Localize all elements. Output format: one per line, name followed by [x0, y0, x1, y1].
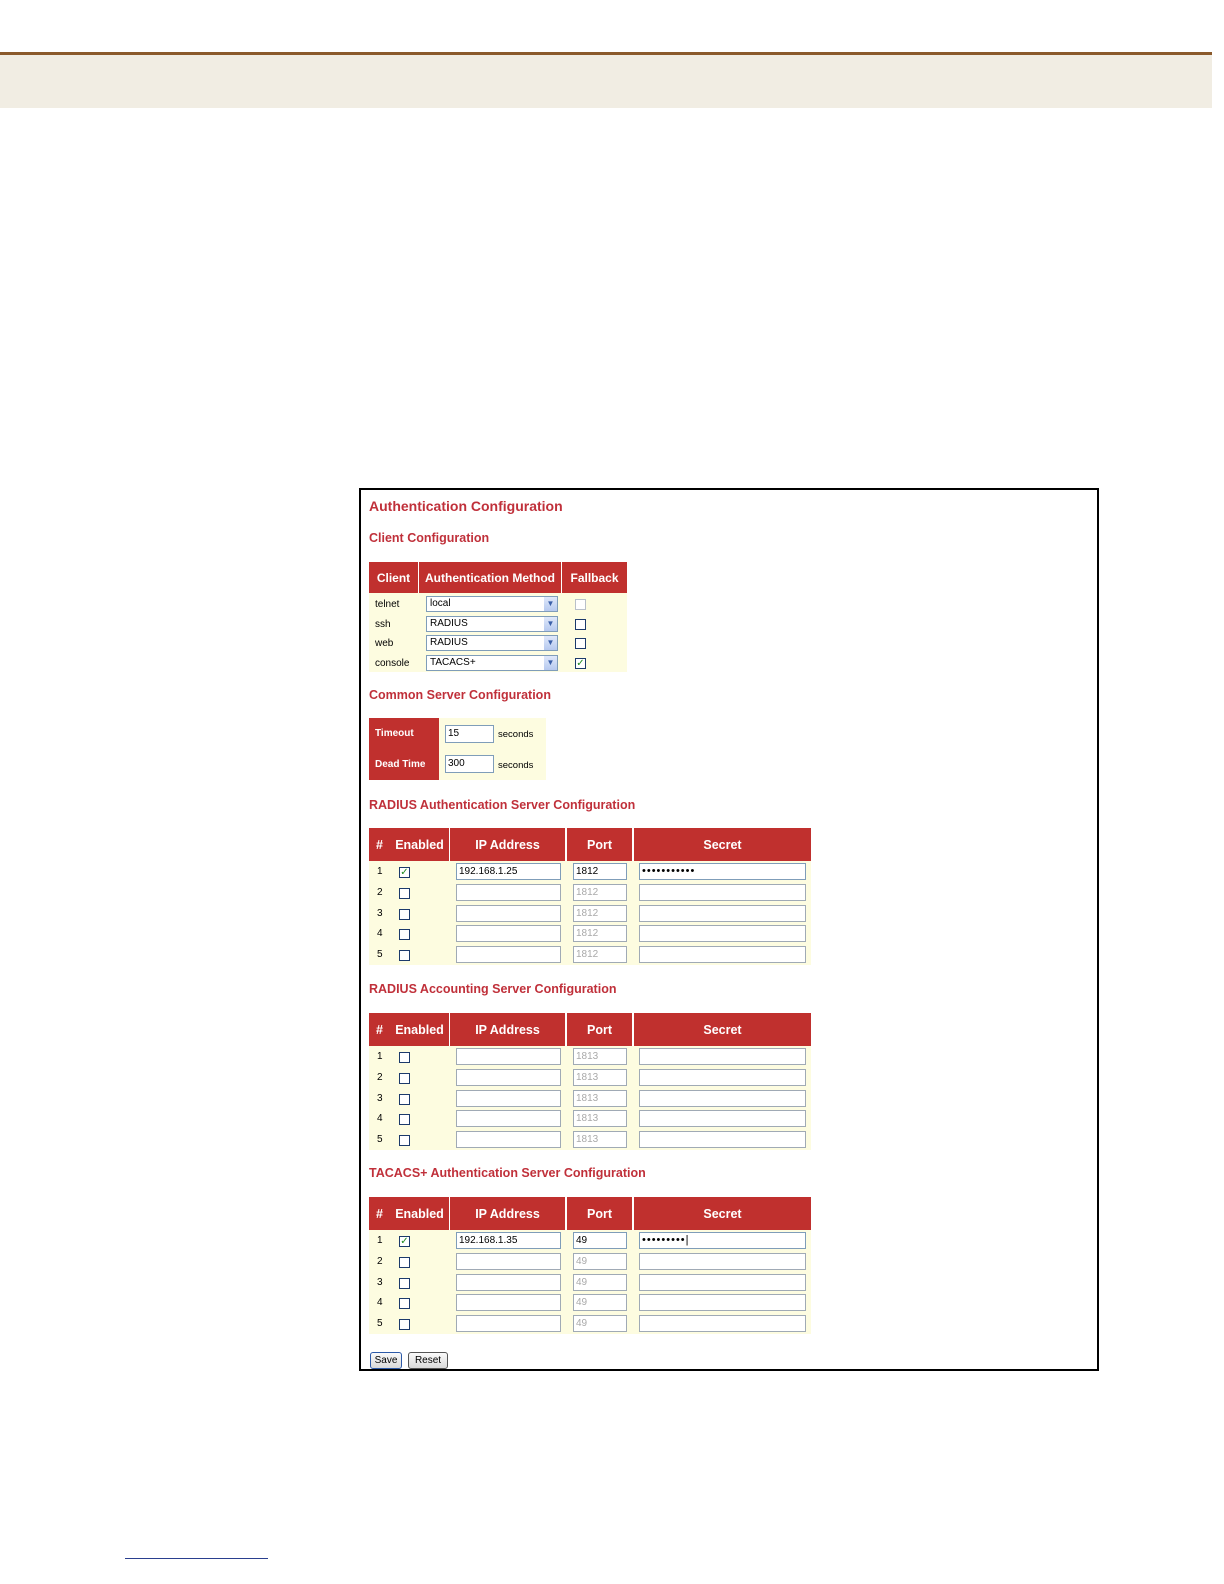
port-input[interactable]: 1812 — [573, 905, 627, 922]
common-server-title: Common Server Configuration — [369, 688, 551, 702]
row-number: 4 — [377, 1297, 383, 1309]
table-row — [369, 1231, 811, 1252]
col-header-enabled: Enabled — [390, 1013, 449, 1046]
ip-address-input[interactable] — [456, 1253, 561, 1270]
enabled-checkbox[interactable] — [399, 1073, 410, 1084]
table-row — [369, 1273, 811, 1294]
chevron-down-icon: ▼ — [544, 617, 557, 631]
enabled-checkbox[interactable] — [399, 1278, 410, 1289]
ip-address-input[interactable] — [456, 905, 561, 922]
auth-method-value: TACACS+ — [430, 656, 476, 668]
secret-input[interactable] — [639, 925, 806, 942]
page-header-band — [0, 55, 1212, 108]
table-row — [369, 1109, 811, 1130]
table-row — [369, 924, 811, 945]
timeout-input[interactable]: 15 — [445, 725, 494, 743]
secret-input[interactable] — [639, 946, 806, 963]
secret-input[interactable]: •••••••••| — [639, 1232, 806, 1249]
col-header-client: Client — [369, 562, 419, 593]
table-row — [369, 883, 811, 904]
auth-method-select[interactable] — [426, 655, 558, 671]
ip-address-input[interactable] — [456, 1090, 561, 1107]
ip-address-input[interactable] — [456, 884, 561, 901]
enabled-checkbox[interactable] — [399, 1052, 410, 1063]
enabled-checkbox[interactable] — [399, 1257, 410, 1268]
client-row — [369, 595, 627, 614]
ip-address-input[interactable] — [456, 1048, 561, 1065]
col-header-auth-method: Authentication Method — [419, 562, 562, 593]
client-config-title: Client Configuration — [369, 531, 490, 545]
table-row — [369, 1089, 811, 1110]
client-row — [369, 615, 627, 634]
row-number: 3 — [377, 1276, 383, 1288]
page-title: Authentication Configuration — [369, 498, 563, 514]
enabled-checkbox[interactable] — [399, 888, 410, 899]
auth-method-select[interactable] — [426, 635, 558, 651]
client-row — [369, 654, 627, 673]
ip-address-input[interactable] — [456, 925, 561, 942]
col-header-fallback: Fallback — [562, 562, 627, 593]
ip-address-input[interactable] — [456, 1294, 561, 1311]
port-input[interactable]: 1812 — [573, 946, 627, 963]
row-number: 4 — [377, 1113, 383, 1125]
port-input[interactable]: 1813 — [573, 1090, 627, 1107]
col-header-ip: IP Address — [450, 828, 565, 861]
client-name: telnet — [375, 599, 400, 610]
enabled-checkbox[interactable] — [399, 1319, 410, 1330]
secret-input[interactable] — [639, 1315, 806, 1332]
table-row — [369, 1068, 811, 1089]
port-input[interactable]: 49 — [573, 1274, 627, 1291]
dead-time-input[interactable]: 300 — [445, 755, 494, 773]
table-row — [369, 1047, 811, 1068]
enabled-checkbox[interactable] — [399, 929, 410, 940]
enabled-checkbox[interactable] — [399, 1114, 410, 1125]
port-input[interactable]: 1813 — [573, 1110, 627, 1127]
table-row — [369, 1252, 811, 1273]
secret-input[interactable] — [639, 1069, 806, 1086]
enabled-checkbox[interactable] — [399, 1298, 410, 1309]
row-number: 4 — [377, 928, 383, 940]
secret-input[interactable]: ••••••••••• — [639, 863, 806, 880]
ip-address-input[interactable] — [456, 1069, 561, 1086]
reset-button[interactable]: Reset — [408, 1352, 448, 1369]
chevron-down-icon: ▼ — [544, 656, 557, 670]
port-input[interactable]: 49 — [573, 1232, 627, 1249]
table-row — [369, 1293, 811, 1314]
table-row — [369, 1314, 811, 1335]
radius-acct-table — [369, 1013, 811, 1150]
footer-link-rule — [125, 1558, 268, 1559]
row-number: 3 — [377, 907, 383, 919]
client-config-table — [369, 562, 627, 672]
fallback-checkbox[interactable] — [575, 638, 586, 649]
server-table-body — [369, 861, 811, 965]
chevron-down-icon: ▼ — [544, 597, 557, 611]
chevron-down-icon: ▼ — [544, 636, 557, 650]
secret-input[interactable] — [639, 1253, 806, 1270]
col-header-ip: IP Address — [450, 1013, 565, 1046]
tacacs-auth-table — [369, 1197, 811, 1334]
secret-input[interactable] — [639, 1110, 806, 1127]
ip-address-input[interactable]: 192.168.1.35 — [456, 1232, 561, 1249]
row-number: 3 — [377, 1092, 383, 1104]
save-button[interactable]: Save — [370, 1352, 402, 1369]
table-row — [369, 945, 811, 966]
auth-config-panel — [359, 488, 1099, 1371]
fallback-checkbox[interactable]: ✓ — [576, 657, 585, 669]
ip-address-input[interactable] — [456, 946, 561, 963]
server-table-body — [369, 1230, 811, 1334]
radius-acct-title: RADIUS Accounting Server Configuration — [369, 982, 617, 996]
table-row — [369, 904, 811, 925]
server-table-header — [369, 1013, 811, 1046]
auth-method-select[interactable] — [426, 616, 558, 632]
row-number: 5 — [377, 1134, 383, 1146]
col-header-secret: Secret — [634, 828, 811, 861]
col-header-port: Port — [567, 1013, 632, 1046]
secret-input[interactable] — [639, 1090, 806, 1107]
secret-input[interactable] — [639, 1131, 806, 1148]
secret-input[interactable] — [639, 1048, 806, 1065]
radius-auth-table — [369, 828, 811, 965]
ip-address-input[interactable] — [456, 1315, 561, 1332]
ip-address-input[interactable]: 192.168.1.25 — [456, 863, 561, 880]
enabled-checkbox[interactable]: ✓ — [400, 1236, 409, 1247]
col-header-ip: IP Address — [450, 1197, 565, 1230]
port-input[interactable]: 1812 — [573, 925, 627, 942]
col-header-num: # — [369, 1013, 390, 1046]
port-input[interactable]: 1813 — [573, 1131, 627, 1148]
col-header-num: # — [369, 1197, 390, 1230]
port-input[interactable]: 1812 — [573, 884, 627, 901]
table-row — [369, 1130, 811, 1151]
row-number: 2 — [377, 1071, 383, 1083]
radius-auth-title: RADIUS Authentication Server Configuration — [369, 798, 636, 812]
auth-method-value: RADIUS — [430, 617, 468, 629]
port-input[interactable]: 49 — [573, 1294, 627, 1311]
ip-address-input[interactable] — [456, 1131, 561, 1148]
enabled-checkbox[interactable] — [399, 1135, 410, 1146]
col-header-enabled: Enabled — [390, 828, 449, 861]
port-input[interactable]: 49 — [573, 1315, 627, 1332]
row-number: 1 — [377, 866, 383, 877]
col-header-port: Port — [567, 1197, 632, 1230]
fallback-checkbox[interactable] — [575, 619, 586, 630]
table-row — [369, 862, 811, 883]
col-header-port: Port — [567, 828, 632, 861]
port-input[interactable]: 1812 — [573, 863, 627, 880]
dead-time-label: Dead Time — [375, 759, 426, 770]
enabled-checkbox[interactable] — [399, 950, 410, 961]
secret-input[interactable] — [639, 884, 806, 901]
server-table-header — [369, 1197, 811, 1230]
enabled-checkbox[interactable] — [399, 1094, 410, 1105]
col-header-num: # — [369, 828, 390, 861]
row-number: 5 — [377, 1318, 383, 1330]
client-name: web — [375, 638, 394, 649]
row-number: 1 — [377, 1235, 383, 1246]
enabled-checkbox[interactable] — [399, 909, 410, 920]
client-row — [369, 634, 627, 653]
dead-time-unit: seconds — [498, 760, 534, 771]
port-input[interactable]: 1813 — [573, 1069, 627, 1086]
col-header-enabled: Enabled — [390, 1197, 449, 1230]
col-header-secret: Secret — [634, 1013, 811, 1046]
auth-method-value: RADIUS — [430, 637, 468, 648]
client-name: ssh — [375, 618, 391, 630]
auth-method-value: local — [430, 598, 451, 609]
client-config-body — [369, 593, 627, 672]
secret-input[interactable] — [639, 1274, 806, 1291]
row-number: 2 — [377, 886, 383, 898]
row-number: 5 — [377, 949, 383, 961]
ip-address-input[interactable] — [456, 1274, 561, 1291]
auth-method-select[interactable] — [426, 596, 558, 612]
tacacs-auth-title: TACACS+ Authentication Server Configuration — [369, 1166, 646, 1180]
server-table-body — [369, 1046, 811, 1150]
port-input[interactable]: 1813 — [573, 1048, 627, 1065]
server-table-header — [369, 828, 811, 861]
client-name: console — [375, 657, 410, 669]
port-input[interactable]: 49 — [573, 1253, 627, 1270]
row-number: 2 — [377, 1255, 383, 1267]
ip-address-input[interactable] — [456, 1110, 561, 1127]
secret-input[interactable] — [639, 1294, 806, 1311]
common-server-table — [369, 718, 546, 780]
enabled-checkbox[interactable]: ✓ — [400, 867, 409, 878]
timeout-label: Timeout — [375, 728, 414, 739]
row-number: 1 — [377, 1051, 383, 1062]
secret-input[interactable] — [639, 905, 806, 922]
timeout-unit: seconds — [498, 729, 534, 740]
fallback-checkbox[interactable] — [575, 599, 586, 610]
col-header-secret: Secret — [634, 1197, 811, 1230]
